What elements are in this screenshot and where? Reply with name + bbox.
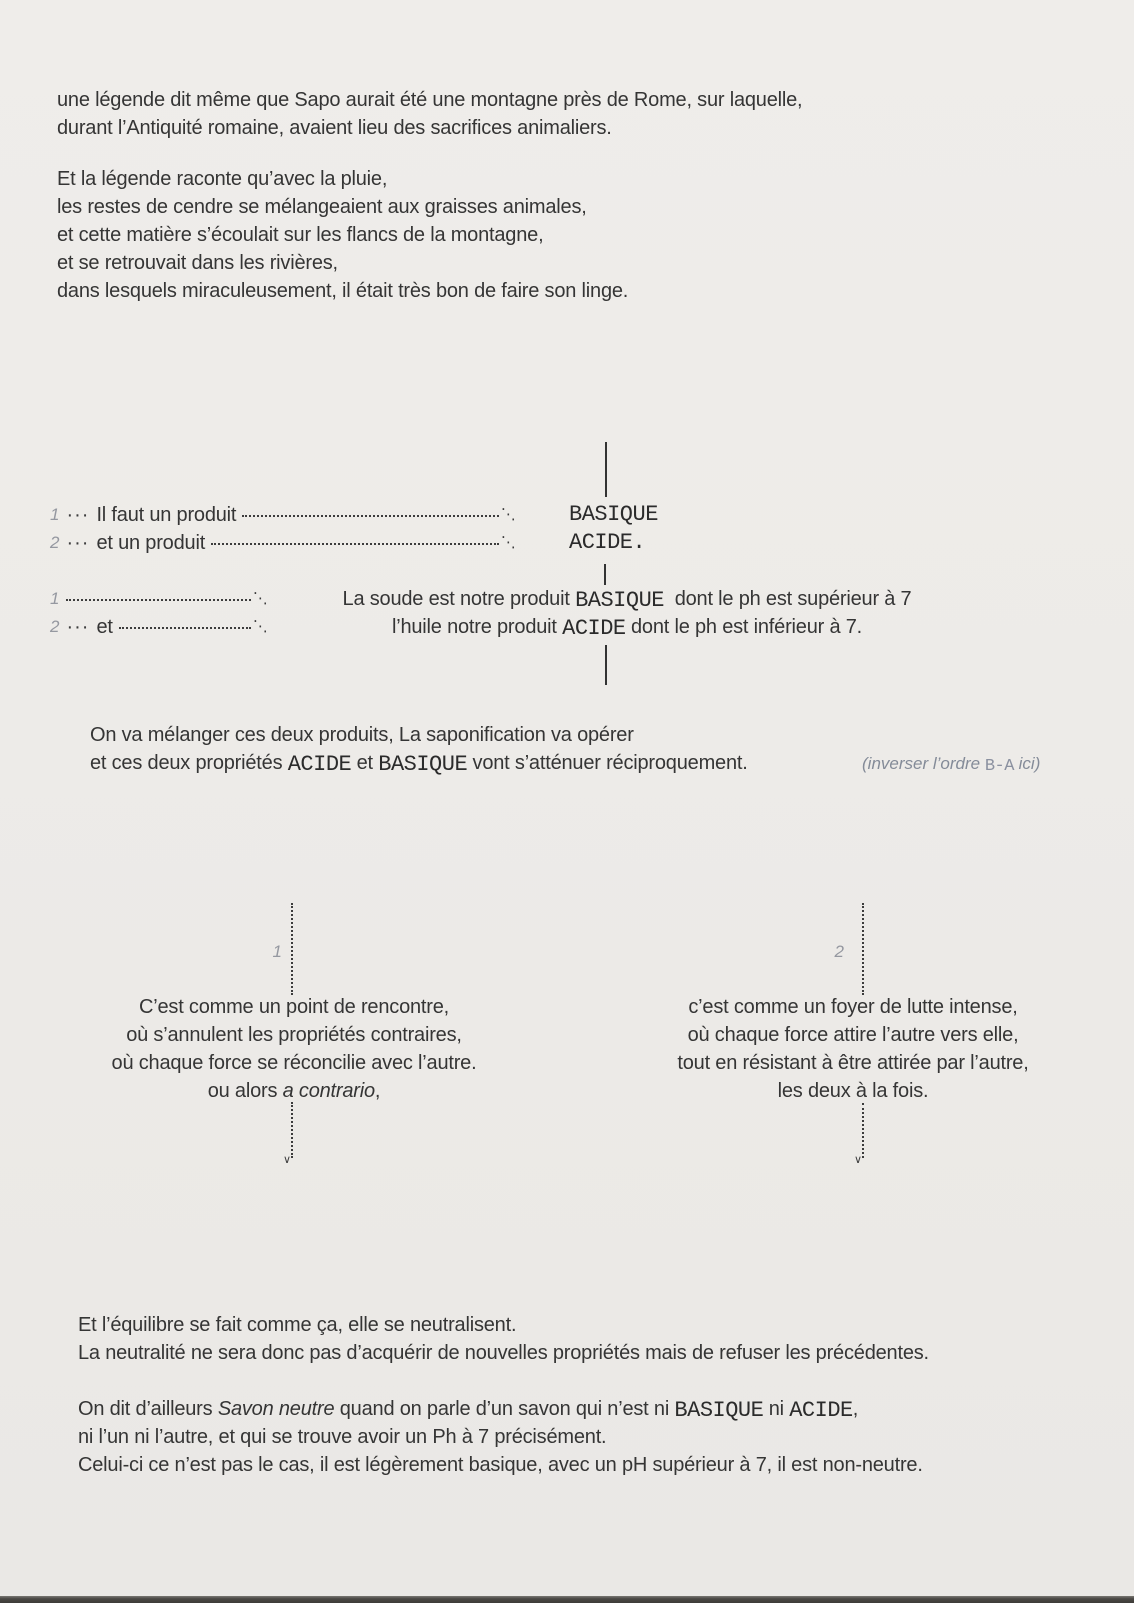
text-segment: , [852, 1398, 859, 1420]
text-line [64, 1077, 524, 1105]
leader-end-arrow-icon: ⋱ [253, 617, 268, 635]
handwritten-note [862, 752, 1040, 776]
text-segment: ou alors [207, 1080, 283, 1102]
paragraph-sapo-legend [57, 86, 802, 142]
mono-term: BASIQUE [378, 752, 468, 777]
term-acide: ACIDE. [569, 530, 646, 555]
column2-text [623, 993, 1083, 1105]
row-number: 2 [50, 617, 60, 636]
dotted-leader [242, 501, 499, 517]
text-segment: et ces deux propriétés [90, 752, 288, 774]
text-line: Et l’équilibre se fait comme ça, elle se neutralisent. [78, 1314, 517, 1336]
text-line: c’est comme un foyer de lutte intense, [688, 996, 1018, 1018]
arrow-down-icon: ∨ [854, 1153, 863, 1166]
text-line: où s’annulent les propriétés contraires, [126, 1024, 462, 1046]
leader-end-arrow-icon: ⋱ [253, 589, 268, 607]
italic-term: Savon neutre [217, 1398, 335, 1420]
column1-text [64, 993, 524, 1105]
column2-number: 2 [834, 942, 844, 961]
diagram2-leader-row2 [50, 613, 268, 641]
text-line: et se retrouvait dans les rivières, [57, 252, 338, 274]
text-segment: (inverser l’ordre [862, 754, 985, 773]
row-number: 1 [50, 589, 60, 608]
text-line: les deux à la fois. [777, 1080, 929, 1102]
text-line [244, 613, 1010, 641]
text-segment: ici) [1013, 754, 1041, 773]
diagram1-row-produit-basique [50, 501, 516, 529]
dotted-leader [211, 529, 499, 545]
dots-separator: ··· [66, 532, 90, 554]
text-line: où chaque force se réconcilie avec l’autre. [111, 1052, 477, 1074]
text-line: On va mélanger ces deux produits, La saponification va opérer [90, 724, 634, 746]
text-line [78, 1395, 923, 1423]
leader-end-arrow-icon: ⋱ [501, 533, 516, 551]
text-segment: dont le ph est supérieur à 7 [663, 588, 912, 610]
mono-term: B-A [984, 757, 1014, 776]
solid-vertical-line [605, 442, 607, 497]
text-line [244, 585, 1010, 613]
leader-end-arrow-icon: ⋱ [501, 505, 516, 523]
text-line: où chaque force attire l’autre vers elle, [687, 1024, 1019, 1046]
row-number: 1 [50, 505, 60, 524]
row-label: Il faut un produit [96, 504, 237, 526]
text-line: C’est comme un point de rencontre, [138, 996, 450, 1018]
diagram2-text-block [244, 585, 1010, 641]
text-line: durant l’Antiquité romaine, avaient lieu des sacrifices animaliers. [57, 117, 612, 139]
text-segment: vont s’atténuer réciproquement. [467, 752, 748, 774]
row-label: et un produit [96, 532, 206, 554]
text-line: et cette matière s’écoulait sur les flancs de la montagne, [57, 224, 544, 246]
text-line: tout en résistant à être attirée par l’autre, [677, 1052, 1029, 1074]
diagram2-leader-row1 [50, 585, 268, 613]
text-line: ni l’un ni l’autre, et qui se trouve avoir un Ph à 7 précisément. [78, 1426, 607, 1448]
paragraph-savon-neutre [78, 1395, 923, 1479]
text-line: les restes de cendre se mélangeaient aux graisses animales, [57, 196, 587, 218]
text-segment: quand on parle d’un savon qui n’est ni [334, 1398, 675, 1420]
dotted-vertical-line [291, 903, 293, 995]
italic-term: a contrario [282, 1080, 375, 1102]
text-line: une légende dit même que Sapo aurait été une montagne près de Rome, sur laquelle, [57, 89, 803, 111]
text-line: dans lesquels miraculeusement, il était très bon de faire son linge. [57, 280, 629, 302]
dotted-vertical-line [862, 903, 864, 995]
mono-term: ACIDE [789, 1398, 853, 1423]
text-segment: ni [763, 1398, 790, 1420]
solid-vertical-line [604, 564, 606, 585]
text-segment: et [351, 752, 379, 774]
mono-term: ACIDE [562, 616, 626, 641]
text-segment: La soude est notre produit [342, 588, 576, 610]
dotted-leader [119, 613, 251, 629]
mono-term: ACIDE [287, 752, 352, 777]
term-basique: BASIQUE [569, 502, 658, 527]
text-line [90, 749, 748, 777]
dots-separator: ··· [66, 616, 90, 638]
text-segment: On dit d’ailleurs [78, 1398, 218, 1420]
dotted-vertical-line [291, 1102, 293, 1158]
text-segment: l’huile notre produit [391, 616, 563, 638]
text-line: La neutralité ne sera donc pas d’acquérir de nouvelles propriétés mais de refuser les précédentes. [78, 1342, 929, 1364]
text-segment: , [374, 1080, 381, 1102]
paragraph-melange [90, 721, 748, 777]
dotted-leader [66, 585, 251, 601]
text-segment: dont le ph est inférieur à 7. [625, 616, 863, 638]
row-number: 2 [50, 533, 60, 552]
column1-number: 1 [272, 942, 282, 961]
solid-vertical-line [605, 645, 607, 685]
diagram1-row-produit-acide [50, 529, 516, 557]
paragraph-legend-rain [57, 165, 628, 305]
dots-separator: ··· [66, 504, 90, 526]
text-line: Et la légende raconte qu’avec la pluie, [57, 168, 388, 190]
text-line: Celui-ci ce n’est pas le cas, il est légèrement basique, avec un pH supérieur à 7, il est non-neutre. [78, 1454, 923, 1476]
mono-term: BASIQUE [575, 588, 664, 613]
arrow-down-icon: ∨ [283, 1153, 292, 1166]
dotted-vertical-line [862, 1103, 864, 1158]
paragraph-equilibre [78, 1311, 929, 1367]
row-label: et [96, 616, 113, 638]
bottom-scan-edge [0, 1596, 1134, 1603]
mono-term: BASIQUE [674, 1398, 764, 1423]
